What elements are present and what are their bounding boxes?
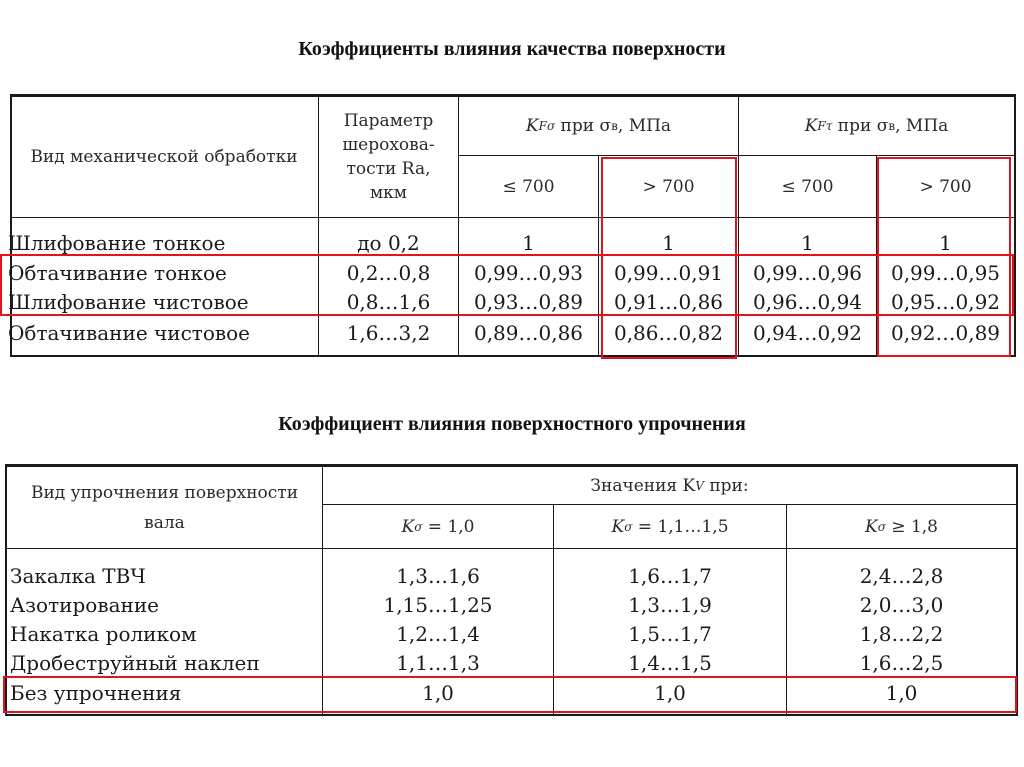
table2-cell: 1,0 [422, 681, 454, 705]
ksigma-symbol: K [611, 516, 625, 537]
table2-row-label: Без упрочнения [10, 681, 182, 705]
header-ksigma-2 [554, 505, 786, 548]
header-roughness-line: мкм [369, 183, 408, 203]
table1-row-label: Шлифование чистовое [8, 290, 249, 314]
table2-cell: 1,6…2,5 [859, 650, 944, 675]
ksigma-subscript: σ [414, 519, 423, 534]
ksigma-symbol: K [401, 516, 415, 537]
table2-cell: 2,4…2,8 [859, 563, 944, 588]
table1-cell: 0,99…0,95 [890, 261, 1001, 285]
table2-cell: 2,0…3,0 [859, 592, 944, 617]
table2-bottom-border [5, 714, 1017, 716]
kf-sigma-text: при σ [555, 116, 612, 136]
header-hardening-type [7, 467, 322, 548]
header-tau-gt700: > 700 [919, 176, 972, 197]
table1-cell: 0,94…0,92 [752, 321, 863, 345]
header-ksigma-1 [323, 505, 553, 548]
header-kv-values [323, 467, 1016, 504]
table2-cell: 1,6…1,7 [628, 563, 712, 588]
table1-row-label: Обтачивание тонкое [8, 261, 227, 285]
table1-cell: 0,86…0,82 [613, 321, 724, 345]
kf-tau-unit: , МПа [895, 116, 949, 136]
kf-tau-b: в [888, 119, 896, 133]
table1-cell: 1 [939, 231, 952, 255]
table1-cell: 0,99…0,96 [752, 261, 863, 285]
ksigma-tail: = 1,1…1,5 [632, 516, 729, 537]
table1-cell: 0,2…0,8 [346, 261, 431, 285]
header-hardening-line: Вид упрочнения поверхности [30, 482, 299, 503]
header-roughness-line: шерохова- [342, 135, 435, 155]
ksigma-tail: ≥ 1,8 [885, 516, 938, 537]
table2-cell: 1,15…1,25 [383, 592, 493, 617]
kf-tau-symbol: K [804, 116, 818, 136]
kf-sigma-b: в [611, 119, 618, 133]
kf-sigma-unit: , МПа [617, 116, 672, 136]
table1-cell: 0,95…0,92 [890, 290, 1001, 314]
table1-cell: до 0,2 [357, 231, 420, 255]
table2-cell: 1,4…1,5 [628, 650, 712, 675]
header-roughness-line: Параметр [343, 111, 434, 131]
ksigma-subscript: σ [877, 519, 886, 534]
table1-row-label: Шлифование тонкое [8, 231, 226, 255]
table1-cell: 1,6…3,2 [346, 321, 431, 345]
kf-tau-text: при σ [832, 116, 889, 136]
table2-cell: 1,1…1,3 [396, 650, 480, 675]
table1-cell: 0,96…0,94 [752, 290, 863, 314]
header-sigma-le700: ≤ 700 [502, 176, 555, 197]
table1-cell: 0,91…0,86 [613, 290, 724, 314]
table2-row-label: Закалка ТВЧ [10, 563, 146, 588]
table2-row-label: Азотирование [10, 592, 160, 617]
kf-sigma-symbol: K [525, 116, 539, 136]
table1-cell: 0,99…0,91 [613, 261, 724, 285]
table1-title: Коэффициенты влияния качества поверхности [298, 38, 726, 60]
table2-header-bottom [5, 548, 1017, 549]
table1-cell: 1 [522, 231, 535, 255]
table1-cell: 0,8…1,6 [346, 290, 431, 314]
kf-tau-subscript: Fτ [817, 119, 833, 133]
ksigma-tail: = 1,0 [422, 516, 475, 537]
kv-tail: при: [703, 475, 749, 496]
table2-row-label: Накатка роликом [10, 621, 197, 646]
table1-cell: 1 [662, 231, 675, 255]
table1-cell: 0,92…0,89 [890, 321, 1001, 345]
table1-cell: 0,93…0,89 [473, 290, 584, 314]
ksigma-symbol: K [865, 516, 878, 537]
header-hardening-line: вала [144, 512, 185, 533]
highlight-box [3, 676, 1017, 713]
header-ksigma-3 [787, 505, 1016, 548]
table2-cell: 1,0 [885, 681, 918, 705]
table2-row-label: Дробеструйный наклеп [10, 650, 260, 675]
header-sigma-gt700: > 700 [642, 176, 695, 197]
kf-sigma-subscript: Fσ [538, 119, 556, 133]
table1-row-label: Обтачивание чистовое [8, 321, 251, 345]
kv-subscript: V [695, 478, 704, 493]
table2-cell: 1,0 [654, 681, 686, 705]
table2-title: Коэффициент влияния поверхностного упрочнения [278, 413, 746, 435]
table2-cell: 1,2…1,4 [396, 621, 480, 646]
kv-label: Значения K [590, 475, 696, 496]
ksigma-subscript: σ [624, 519, 633, 534]
table1-cell: 1 [801, 231, 814, 255]
table2-cell: 1,5…1,7 [628, 621, 712, 646]
table1-cell: 0,89…0,86 [473, 321, 584, 345]
table2-cell: 1,8…2,2 [859, 621, 944, 646]
table2-cell: 1,3…1,9 [628, 592, 712, 617]
header-process-type: Вид механической обработки [30, 147, 298, 167]
header-roughness-line: тости Ra, [346, 159, 431, 179]
header-tau-le700: ≤ 700 [781, 176, 834, 197]
table2-cell: 1,3…1,6 [396, 563, 480, 588]
table1-cell: 0,99…0,93 [473, 261, 584, 285]
